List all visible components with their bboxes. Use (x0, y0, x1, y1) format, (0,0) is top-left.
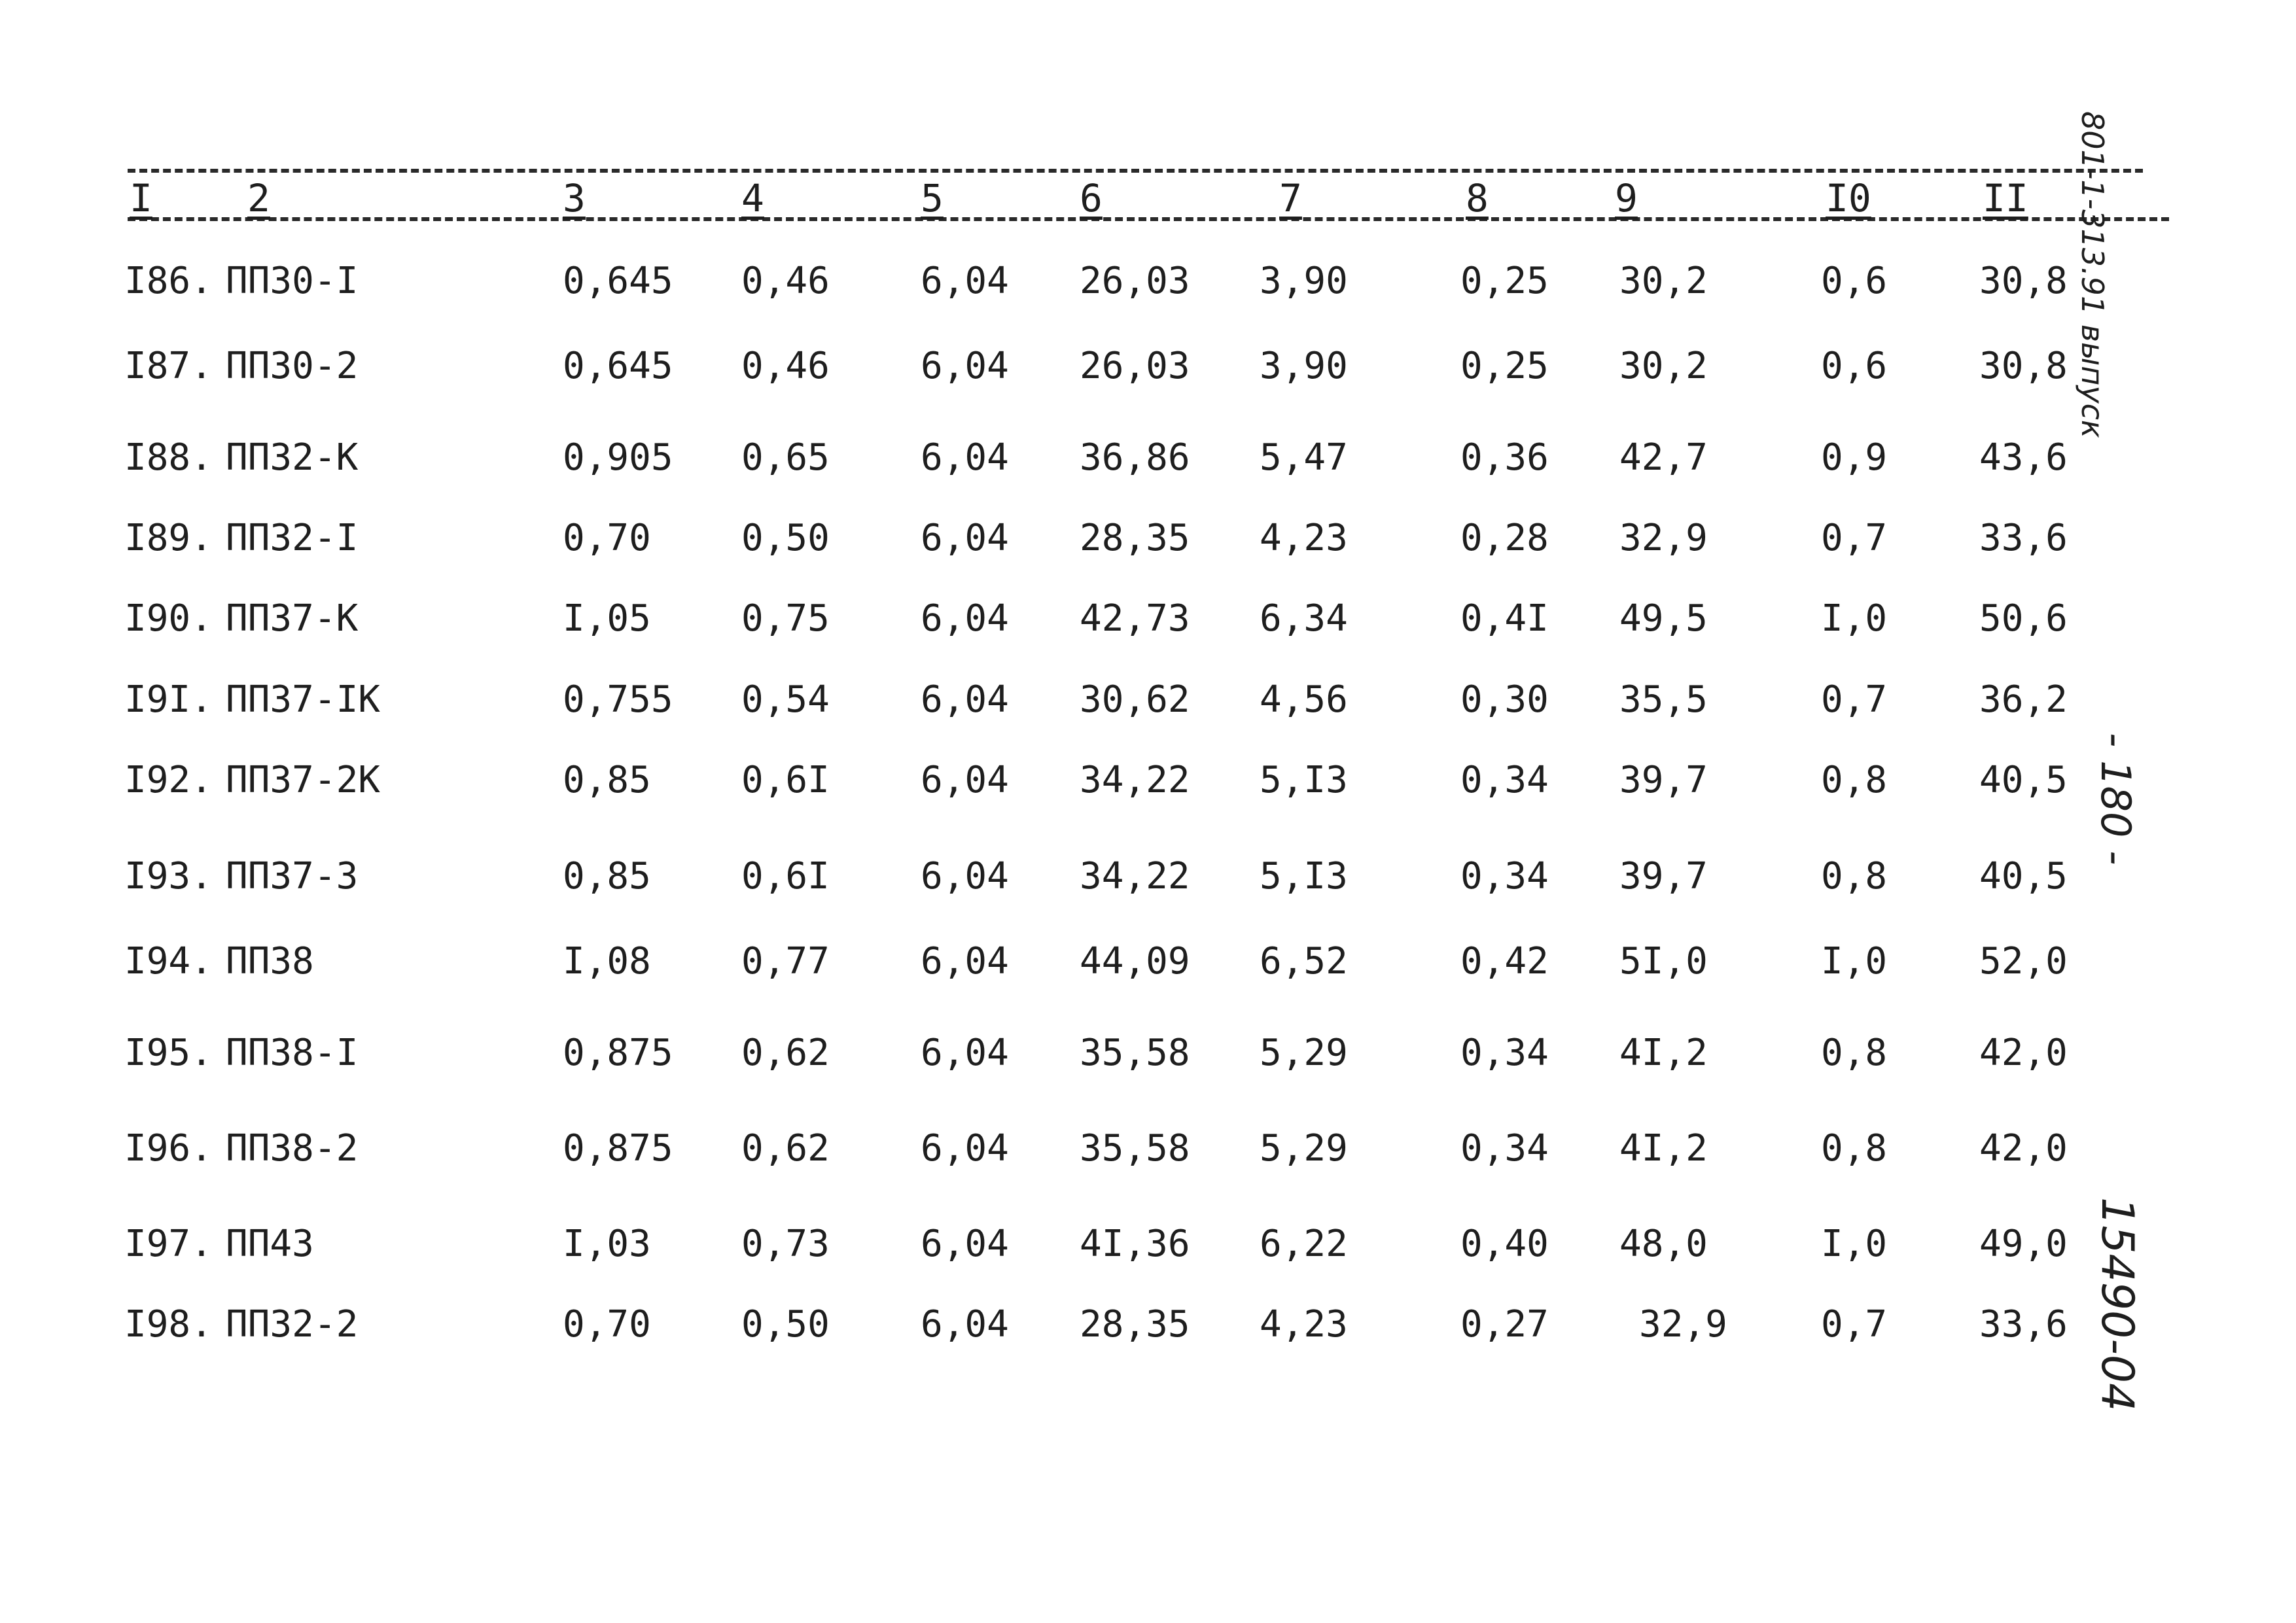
column-header-4: 4 (741, 176, 764, 220)
product-code: ПП37-IК (226, 678, 381, 721)
row-number: I9I. (124, 678, 213, 721)
cell-col-4: 0,50 (741, 517, 830, 559)
cell-col-8: 0,40 (1460, 1223, 1549, 1265)
cell-col-10: 0,8 (1821, 855, 1888, 898)
table-row (0, 593, 2296, 658)
cell-col-4: 0,50 (741, 1303, 830, 1346)
row-number: I95. (124, 1032, 213, 1074)
cell-col-3: I,03 (563, 1223, 651, 1265)
cell-col-9: 39,7 (1619, 855, 1708, 898)
cell-col-6: 34,22 (1080, 855, 1190, 898)
row-number: I88. (124, 436, 213, 479)
cell-col-8: 0,34 (1460, 1032, 1549, 1074)
cell-col-11: 30,8 (1979, 260, 2068, 302)
cell-col-11: 40,5 (1979, 855, 2068, 898)
cell-col-5: 6,04 (921, 1032, 1009, 1074)
cell-col-6: 28,35 (1080, 517, 1190, 559)
cell-col-3: 0,70 (563, 1303, 651, 1346)
cell-col-3: 0,85 (563, 759, 651, 801)
product-code: ПП38 (226, 940, 314, 983)
column-header-7: 7 (1279, 176, 1302, 220)
cell-col-5: 6,04 (921, 345, 1009, 387)
cell-col-6: 35,58 (1080, 1127, 1190, 1170)
row-number: I89. (124, 517, 213, 559)
table-row (0, 340, 2296, 406)
cell-col-10: 0,8 (1821, 1127, 1888, 1170)
cell-col-10: I,0 (1821, 1223, 1888, 1265)
cell-col-8: 0,42 (1460, 940, 1549, 983)
table-row (0, 255, 2296, 321)
cell-col-10: 0,7 (1821, 678, 1888, 721)
cell-col-5: 6,04 (921, 855, 1009, 898)
cell-col-4: 0,77 (741, 940, 830, 983)
cell-col-9: 42,7 (1619, 436, 1708, 479)
table-row (0, 432, 2296, 497)
row-number: I94. (124, 940, 213, 983)
cell-col-5: 6,04 (921, 597, 1009, 640)
cell-col-9: 5I,0 (1619, 940, 1708, 983)
table-row (0, 850, 2296, 916)
cell-col-5: 6,04 (921, 759, 1009, 801)
cell-col-8: 0,4I (1460, 597, 1549, 640)
cell-col-10: 0,7 (1821, 1303, 1888, 1346)
cell-col-11: 43,6 (1979, 436, 2068, 479)
cell-col-5: 6,04 (921, 678, 1009, 721)
cell-col-11: 50,6 (1979, 597, 2068, 640)
cell-col-7: 4,23 (1260, 1303, 1348, 1346)
column-header-9: 9 (1615, 176, 1638, 220)
cell-col-8: 0,27 (1460, 1303, 1549, 1346)
cell-col-8: 0,34 (1460, 855, 1549, 898)
cell-col-10: 0,7 (1821, 517, 1888, 559)
cell-col-8: 0,28 (1460, 517, 1549, 559)
cell-col-11: 30,8 (1979, 345, 2068, 387)
cell-col-5: 6,04 (921, 260, 1009, 302)
product-code: ПП30-2 (226, 345, 359, 387)
cell-col-6: 4I,36 (1080, 1223, 1190, 1265)
cell-col-3: 0,905 (563, 436, 673, 479)
cell-col-9: 48,0 (1619, 1223, 1708, 1265)
cell-col-11: 33,6 (1979, 1303, 2068, 1346)
column-header-6: 6 (1080, 176, 1103, 220)
table-row (0, 674, 2296, 739)
cell-col-8: 0,36 (1460, 436, 1549, 479)
cell-col-10: 0,8 (1821, 759, 1888, 801)
product-code: ПП32-I (226, 517, 359, 559)
cell-col-6: 35,58 (1080, 1032, 1190, 1074)
cell-col-4: 0,46 (741, 345, 830, 387)
cell-col-5: 6,04 (921, 1223, 1009, 1265)
row-number: I93. (124, 855, 213, 898)
cell-col-9: 30,2 (1619, 345, 1708, 387)
cell-col-4: 0,62 (741, 1127, 830, 1170)
cell-col-4: 0,73 (741, 1223, 830, 1265)
cell-col-7: 3,90 (1260, 345, 1348, 387)
table-row (0, 935, 2296, 1001)
row-number: I87. (124, 345, 213, 387)
cell-col-5: 6,04 (921, 940, 1009, 983)
column-header-5: 5 (921, 176, 944, 220)
cell-col-6: 42,73 (1080, 597, 1190, 640)
column-header-10: I0 (1826, 176, 1871, 220)
cell-col-5: 6,04 (921, 517, 1009, 559)
cell-col-10: 0,8 (1821, 1032, 1888, 1074)
cell-col-9: 30,2 (1619, 260, 1708, 302)
column-header-2: 2 (247, 176, 270, 220)
cell-col-7: 5,29 (1260, 1032, 1348, 1074)
cell-col-7: 5,29 (1260, 1127, 1348, 1170)
cell-col-6: 26,03 (1080, 345, 1190, 387)
cell-col-10: 0,6 (1821, 260, 1888, 302)
cell-col-8: 0,25 (1460, 260, 1549, 302)
cell-col-10: I,0 (1821, 597, 1888, 640)
table-row (0, 1299, 2296, 1364)
cell-col-6: 28,35 (1080, 1303, 1190, 1346)
margin-note-top-right: 801-1-313.91 выпуск (2075, 111, 2110, 438)
cell-col-11: 40,5 (1979, 759, 2068, 801)
cell-col-9: 4I,2 (1619, 1032, 1708, 1074)
product-code: ПП37-К (226, 597, 359, 640)
cell-col-8: 0,30 (1460, 678, 1549, 721)
cell-col-4: 0,54 (741, 678, 830, 721)
column-header-3: 3 (563, 176, 586, 220)
cell-col-5: 6,04 (921, 1127, 1009, 1170)
cell-col-11: 42,0 (1979, 1127, 2068, 1170)
cell-col-6: 26,03 (1080, 260, 1190, 302)
cell-col-10: I,0 (1821, 940, 1888, 983)
cell-col-10: 0,6 (1821, 345, 1888, 387)
cell-col-4: 0,46 (741, 260, 830, 302)
table-row (0, 1218, 2296, 1283)
row-number: I98. (124, 1303, 213, 1346)
cell-col-4: 0,62 (741, 1032, 830, 1074)
table-header-row (0, 0, 2296, 236)
product-code: ПП37-3 (226, 855, 359, 898)
cell-col-7: 6,22 (1260, 1223, 1348, 1265)
cell-col-8: 0,34 (1460, 759, 1549, 801)
product-code: ПП37-2К (226, 759, 381, 801)
product-code: ПП32-2 (226, 1303, 359, 1346)
table-row (0, 754, 2296, 820)
cell-col-5: 6,04 (921, 1303, 1009, 1346)
row-number: I92. (124, 759, 213, 801)
row-number: I96. (124, 1127, 213, 1170)
column-header-11: II (1983, 176, 2028, 220)
cell-col-11: 49,0 (1979, 1223, 2068, 1265)
document-number: 15490-04 (2091, 1197, 2143, 1412)
cell-col-4: 0,6I (741, 855, 830, 898)
cell-col-3: 0,755 (563, 678, 673, 721)
cell-col-3: 0,645 (563, 260, 673, 302)
cell-col-4: 0,6I (741, 759, 830, 801)
cell-col-9: 32,9 (1619, 517, 1708, 559)
product-code: ПП43 (226, 1223, 314, 1265)
row-number: I90. (124, 597, 213, 640)
cell-col-11: 42,0 (1979, 1032, 2068, 1074)
cell-col-6: 34,22 (1080, 759, 1190, 801)
cell-col-3: 0,645 (563, 345, 673, 387)
cell-col-6: 44,09 (1080, 940, 1190, 983)
cell-col-9: 35,5 (1619, 678, 1708, 721)
row-number: I86. (124, 260, 213, 302)
cell-col-4: 0,65 (741, 436, 830, 479)
cell-col-6: 30,62 (1080, 678, 1190, 721)
cell-col-3: 0,875 (563, 1127, 673, 1170)
table-row (0, 1027, 2296, 1092)
cell-col-3: 0,875 (563, 1032, 673, 1074)
cell-col-3: 0,85 (563, 855, 651, 898)
cell-col-6: 36,86 (1080, 436, 1190, 479)
cell-col-7: 5,I3 (1260, 855, 1348, 898)
cell-col-9: 39,7 (1619, 759, 1708, 801)
table-row (0, 1123, 2296, 1188)
cell-col-7: 3,90 (1260, 260, 1348, 302)
cell-col-9: 32,9 (1639, 1303, 1727, 1346)
cell-col-9: 49,5 (1619, 597, 1708, 640)
cell-col-7: 4,56 (1260, 678, 1348, 721)
cell-col-11: 36,2 (1979, 678, 2068, 721)
cell-col-7: 5,47 (1260, 436, 1348, 479)
cell-col-7: 6,52 (1260, 940, 1348, 983)
product-code: ПП30-I (226, 260, 359, 302)
column-header-8: 8 (1466, 176, 1489, 220)
cell-col-3: I,08 (563, 940, 651, 983)
cell-col-4: 0,75 (741, 597, 830, 640)
cell-col-5: 6,04 (921, 436, 1009, 479)
cell-col-9: 4I,2 (1619, 1127, 1708, 1170)
page-number: - 180 - (2092, 733, 2140, 865)
cell-col-7: 5,I3 (1260, 759, 1348, 801)
cell-col-7: 4,23 (1260, 517, 1348, 559)
product-code: ПП32-К (226, 436, 359, 479)
cell-col-7: 6,34 (1260, 597, 1348, 640)
cell-col-10: 0,9 (1821, 436, 1888, 479)
row-number: I97. (124, 1223, 213, 1265)
table-row (0, 512, 2296, 578)
product-code: ПП38-I (226, 1032, 359, 1074)
cell-col-11: 52,0 (1979, 940, 2068, 983)
cell-col-3: 0,70 (563, 517, 651, 559)
cell-col-11: 33,6 (1979, 517, 2068, 559)
cell-col-8: 0,34 (1460, 1127, 1549, 1170)
cell-col-8: 0,25 (1460, 345, 1549, 387)
column-header-1: I (130, 176, 152, 220)
product-code: ПП38-2 (226, 1127, 359, 1170)
cell-col-3: I,05 (563, 597, 651, 640)
